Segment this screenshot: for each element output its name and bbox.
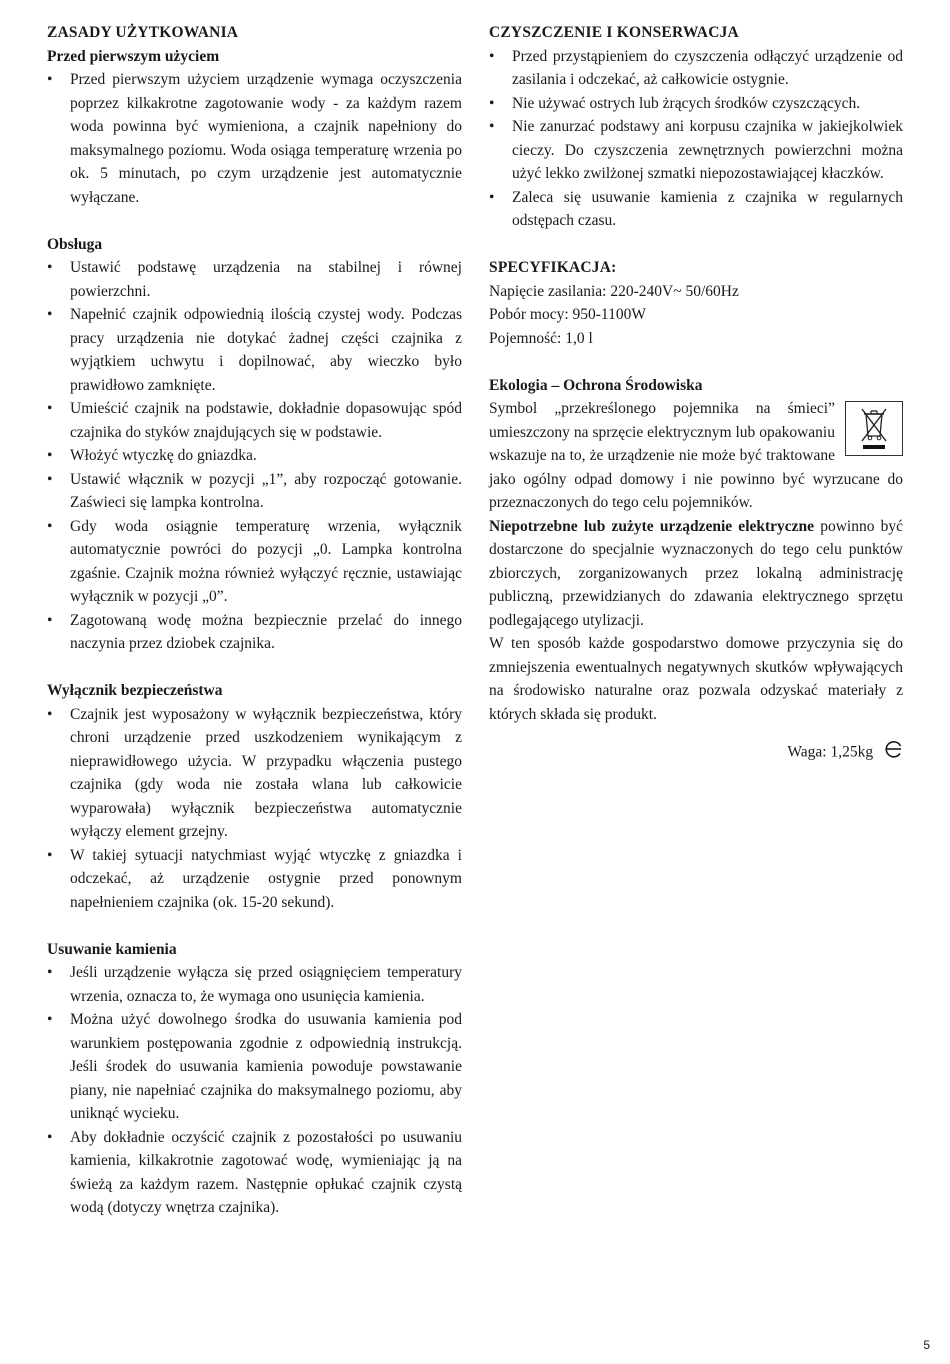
- heading-safety-switch: Wyłącznik bezpieczeństwa: [47, 682, 223, 699]
- spec-capacity: Pojemność: 1,0 l: [489, 329, 593, 347]
- list-item: • Zagotowaną wodę można bezpiecznie przelać do innego naczynia przez dziobek czajnika.: [47, 609, 462, 656]
- list-item: • Jeśli urządzenie wyłącza się przed osiągnięciem temperatury wrzenia, oznacza to, że wymaga ono usunięcia kamienia.: [47, 961, 462, 1008]
- list-item: • Przed pierwszym użyciem urządzenie wymaga oczyszczenia poprzez kilkakrotne zagotowanie wody - za każdym razem woda powinna być wymieniona, a czajnik napełniony do maksymalnego poziomu. Woda osiąga temperaturę wrzenia po ok. 5 minutach, po czym urządzenie jest automatycznie wyłączane.: [47, 68, 462, 209]
- operation-list: [47, 256, 462, 656]
- list-item: • Ustawić włącznik w pozycji „1”, aby rozpocząć gotowanie. Zaświeci się lampka kontrolna.: [47, 468, 462, 515]
- spec-voltage: Napięcie zasilania: 220-240V~ 50/60Hz: [489, 282, 739, 300]
- list-item: • Ustawić podstawę urządzenia na stabilnej i równej powierzchni.: [47, 256, 462, 303]
- section-title-cleaning: CZYSZCZENIE I KONSERWACJA: [489, 24, 739, 41]
- section-title-usage: ZASADY UŻYTKOWANIA: [47, 24, 239, 41]
- list-item: • Można użyć dowolnego środka do usuwania kamienia pod warunkiem postępowania zgodnie z odpowiednią instrukcją. Jeśli środek do usuwania kamienia powoduje powstawanie piany, nie napełniać czajnika do maksymalnego poziomu, aby uniknąć wycieku.: [47, 1008, 462, 1126]
- list-item: • Czajnik jest wyposażony w wyłącznik bezpieczeństwa, który chroni urządzenie przed uszkodzeniem wynikającym z nieprawidłowego użycia. W przypadku włączenia pustego czajnika (gdy woda nie została wlana lub całkowicie wyparowała) wyłącznik bezpieczeństwa automatycznie wyłączy element grzejny.: [47, 703, 462, 844]
- list-item: • Aby dokładnie oczyścić czajnik z pozostałości po usuwaniu kamienia, kilkakrotnie zagotować wodę, wymieniając ją na świeżą za każdym razem. Następnie opłukać czajnik czystą wodą (dotyczy wnętrza czajnika).: [47, 1126, 462, 1220]
- eco-paragraph-2-bold: Niepotrzebne lub zużyte urządzenie elektryczne: [489, 517, 815, 535]
- eco-text-block: [489, 397, 903, 726]
- first-use-list: [47, 68, 462, 209]
- eco-paragraph-2-rest: powinno być dostarczone do specjalnie wyznaczonych do tego celu punktów zbiorczych, zorganizowanych przez lokalną administrację publiczną, przewidzianych do zdawania elektrycznego sprzętu podlegającego utylizacji.: [489, 517, 903, 629]
- weight-text: Waga: 1,25kg: [787, 743, 874, 761]
- section-title-specification: SPECYFIKACJA:: [489, 259, 617, 276]
- heading-operation: Obsługa: [47, 235, 103, 253]
- heading-ecology: Ekologia – Ochrona Środowiska: [489, 376, 703, 394]
- list-item: • Umieścić czajnik na podstawie, dokładnie dopasowując spód czajnika do styków znajdujących się w podstawie.: [47, 397, 462, 444]
- estimated-e-mark-icon: [883, 740, 903, 766]
- spec-power: Pobór mocy: 950-1100W: [489, 306, 646, 323]
- list-item: • W takiej sytuacji natychmiast wyjąć wtyczkę z gniazdka i odczekać, aż urządzenie ostygnie przed ponownym napełnieniem czajnika (ok. 15-20 sekund).: [47, 844, 462, 915]
- right-column: [489, 21, 903, 766]
- list-item: • Włożyć wtyczkę do gniazdka.: [47, 444, 462, 468]
- eco-paragraph-1: Symbol „przekreślonego pojemnika na śmieci” umieszczony na sprzęcie elektrycznym lub opakowaniu wskazuje na to, że urządzenie nie może być traktowane jako ogólny odpad domowy i nie powinno być wyrzucane do przeznaczonych do tego celu pojemników.: [489, 400, 903, 511]
- list-item: • Gdy woda osiągnie temperaturę wrzenia, wyłącznik automatycznie powróci do pozycji „0. Lampka kontrolna zgaśnie. Czajnik można również wyłączyć ręcznie, ustawiając wyłącznik w pozycji „0”.: [47, 515, 462, 609]
- list-item: • Nie zanurzać podstawy ani korpusu czajnika w jakiejkolwiek cieczy. Do czyszczenia zewnętrznych powierzchni można użyć lekko zwilżonej szmatki niepozostawiającej kłaczków.: [489, 115, 903, 186]
- list-item: • Przed przystąpieniem do czyszczenia odłączyć urządzenie od zasilania i odczekać, aż całkowicie ostygnie.: [489, 45, 903, 92]
- page-number: 5: [923, 1338, 930, 1352]
- safety-list: [47, 703, 462, 915]
- eco-paragraph-2: [489, 515, 903, 633]
- crossed-out-wheelie-bin-icon: [845, 401, 903, 456]
- left-column: [47, 21, 462, 1220]
- list-item: • Nie używać ostrych lub żrących środków czyszczących.: [489, 92, 903, 116]
- descaling-list: [47, 961, 462, 1220]
- heading-first-use: Przed pierwszym użyciem: [47, 47, 220, 65]
- list-item: • Zaleca się usuwanie kamienia z czajnika w regularnych odstępach czasu.: [489, 186, 903, 233]
- list-item: • Napełnić czajnik odpowiednią ilością czystej wody. Podczas pracy urządzenia nie dotykać żadnej części czajnika z wyjątkiem uchwytu i dopilnować, aby wieczko było prawidłowo zamknięte.: [47, 303, 462, 397]
- heading-descaling: Usuwanie kamienia: [47, 940, 177, 958]
- weight-line: [489, 740, 903, 766]
- eco-paragraph-3: W ten sposób każde gospodarstwo domowe przyczynia się do zmniejszenia ewentualnych negatywnych skutków wpływających na środowisko naturalne oraz pozwala odzyskać materiały z których składa się produkt.: [489, 635, 903, 723]
- cleaning-list: [489, 45, 903, 233]
